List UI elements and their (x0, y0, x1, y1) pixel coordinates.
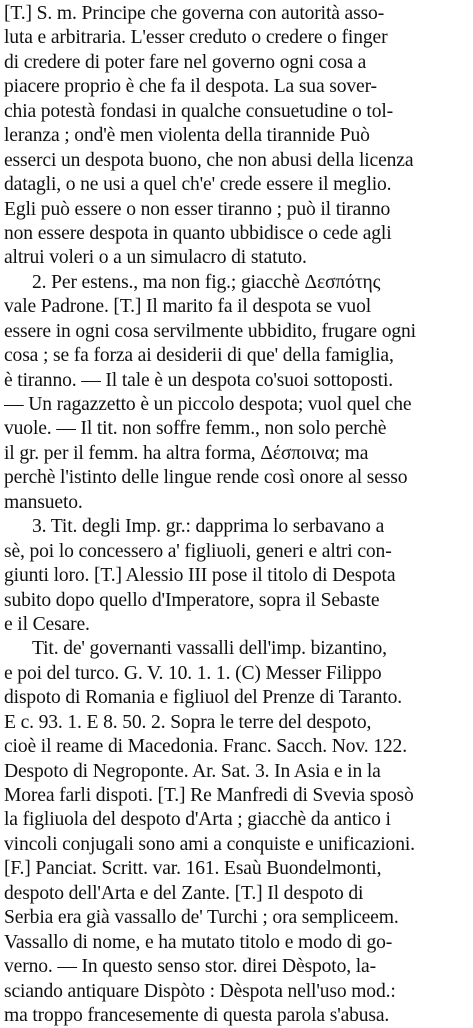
entry-line: Despoto di Negroponte. Ar. Sat. 3. In Asia e in la (4, 760, 381, 782)
entry-line: mansueto. (4, 491, 83, 513)
entry-line: perchè l'istinto delle lingue rende così onore al sesso (4, 467, 408, 489)
entry-line: vale Padrone. [T.] Il marito fa il despota se vuol (4, 296, 372, 318)
entry-line: vincoli conjugali sono ami a conquiste e unificazioni. (4, 833, 415, 855)
entry-line: giunti loro. [T.] Alessio III pose il titolo di Despota (4, 565, 396, 587)
entry-line: Vassallo di nome, e ha mutato titolo e modo di go- (4, 931, 393, 953)
entry-line: vuole. — Il tit. non soffre femm., non solo perchè (4, 418, 387, 440)
entry-line: sè, poi lo concessero a' figliuoli, generi e altri con- (4, 540, 392, 562)
entry-line: non essere despota in quanto ubbidisce o cede agli (4, 222, 392, 244)
entry-line: leranza ; ond'è men violenta della tirannide Può (4, 125, 370, 147)
subsection-heading-line: Tit. de' governanti vassalli dell'imp. bizantino, (32, 638, 387, 660)
entry-line: e poi del turco. G. V. 10. 1. 1. (C) Messer Filippo (4, 662, 382, 684)
entry-line: verno. — In questo senso stor. direi Dèspoto, la- (4, 956, 376, 978)
entry-line: piacere proprio è che fa il despota. La sua sover- (4, 76, 377, 98)
entry-line: sciando antiquare Dispòto : Dèspota nell'uso mod.: (4, 980, 396, 1002)
entry-line: subito dopo quello d'Imperatore, sopra il Sebaste (4, 589, 380, 611)
entry-line: cioè il reame di Macedonia. Franc. Sacch. Nov. 122. (4, 736, 407, 758)
entry-line: datagli, o ne usi a quel ch'e' crede essere il meglio. (4, 174, 392, 196)
section-2-heading-line: 2. Per estens., ma non fig.; giacchè Δεσπότης (32, 271, 381, 293)
entry-line: ma troppo francesemente di questa parola s'abusa. (4, 1004, 390, 1026)
entry-line: è tiranno. — Il tale è un despota co'suoi sottoposti. (4, 369, 394, 391)
entry-line: despoto dell'Arta e del Zante. [T.] Il despoto di (4, 882, 364, 904)
entry-line: — Un ragazzetto è un piccolo despota; vuol quel che (4, 394, 412, 415)
entry-line: Egli può essere o non esser tiranno ; può il tiranno (4, 198, 391, 220)
entry-line: cosa ; se fa forza ai desiderii di que' della famiglia, (4, 345, 394, 367)
entry-line: E c. 93. 1. E 8. 50. 2. Sopra le terre del despoto, (4, 711, 372, 733)
section-3-heading-line: 3. Tit. degli Imp. gr.: dapprima lo serbavano a (32, 516, 385, 538)
entry-line: il gr. per il femm. ha altra forma, Δέσποινα; ma (4, 442, 369, 464)
entry-line: esserci un despota buono, che non abusi della licenza (4, 149, 414, 171)
entry-line: e il Cesare. (4, 613, 90, 635)
entry-line: essere in ogni cosa servilmente ubbidito, frugare ogni (4, 320, 416, 342)
entry-line: Serbia era già vassallo de' Turchi ; ora sempliceem. (4, 907, 399, 929)
entry-line: Morea farli dispoti. [T.] Re Manfredi di Svevia sposò (4, 785, 414, 806)
entry-line: altrui voleri o a un simulacro di statuto. (4, 247, 307, 269)
entry-line: dispoto di Romania e figliuol del Prenze di Taranto. (4, 687, 403, 709)
entry-line: chia potestà fondasi in qualche consuetudine o tol- (4, 100, 394, 122)
entry-line: [F.] Panciat. Scritt. var. 161. Esaù Buondelmonti, (4, 858, 382, 880)
entry-line: la figliuola del despoto d'Arta ; giacchè da antico i (4, 809, 391, 831)
entry-line: [T.] S. m. Principe che governa con autorità asso- (4, 3, 385, 24)
entry-line: di credere di poter fare nel governo ogni cosa a (4, 51, 367, 73)
entry-line: luta e arbitraria. L'esser creduto o credere o finger (4, 27, 388, 49)
